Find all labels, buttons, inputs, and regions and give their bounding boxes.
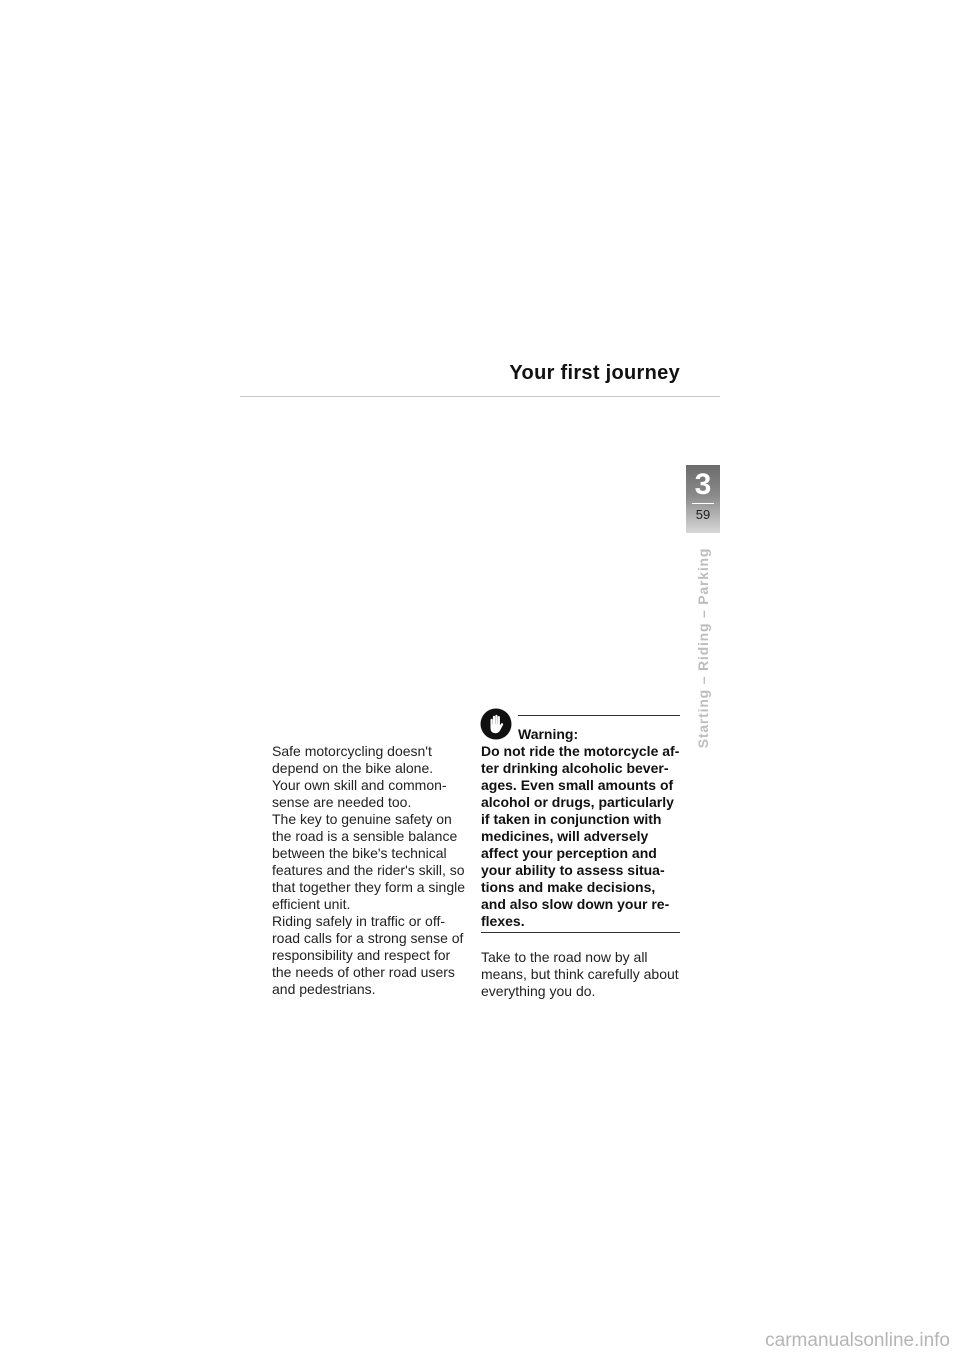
- text-line: road calls for a strong sense of: [272, 930, 464, 946]
- text-line: efficient unit.: [272, 896, 351, 912]
- text-line: the needs of other road users: [272, 964, 455, 980]
- warning-top-rule: [518, 715, 680, 716]
- warning-line: tions and make decisions,: [481, 879, 656, 895]
- text-line: everything you do.: [481, 983, 596, 999]
- section-side-label: Starting – Riding – Parking: [695, 547, 711, 749]
- warning-text: [481, 743, 686, 930]
- watermark: carmanualsonline.info: [765, 1330, 950, 1351]
- warning-line: affect your perception and: [481, 845, 657, 861]
- warning-line: your ability to assess situa-: [481, 862, 665, 878]
- warning-line: and also slow down your re-: [481, 896, 670, 912]
- warning-line: alcohol or drugs, particularly: [481, 794, 674, 810]
- text-line: features and the rider's skill, so: [272, 862, 465, 878]
- text-line: sense are needed too.: [272, 794, 412, 810]
- title-divider: [240, 396, 720, 397]
- chapter-tab: [686, 465, 720, 533]
- warning-line: Do not ride the motorcycle af-: [481, 743, 680, 759]
- hand-stop-icon: [480, 708, 512, 740]
- page-number: 59: [695, 507, 711, 522]
- warning-bottom-rule: [481, 932, 680, 933]
- text-line: and pedestrians.: [272, 981, 376, 997]
- text-line: that together they form a single: [272, 879, 465, 895]
- warning-label: Warning:: [518, 726, 579, 742]
- text-line: Your own skill and common-: [272, 777, 447, 793]
- text-line: Riding safely in traffic or off-: [272, 913, 446, 929]
- text-line: between the bike's technical: [272, 845, 447, 861]
- page-title: Your first journey: [509, 362, 680, 384]
- text-line: means, but think carefully about: [481, 966, 679, 982]
- text-line: Safe motorcycling doesn't: [272, 743, 432, 759]
- text-line: depend on the bike alone.: [272, 760, 434, 776]
- text-line: responsibility and respect for: [272, 947, 451, 963]
- chapter-divider: [692, 503, 714, 504]
- warning-line: ter drinking alcoholic bever-: [481, 760, 669, 776]
- text-line: The key to genuine safety on: [272, 811, 452, 827]
- warning-line: flexes.: [481, 913, 525, 929]
- warning-line: ages. Even small amounts of: [481, 777, 674, 793]
- text-line: the road is a sensible balance: [272, 828, 458, 844]
- intro-text: [272, 743, 472, 998]
- warning-line: medicines, will adversely: [481, 828, 649, 844]
- closing-text: [481, 949, 686, 1000]
- text-line: Take to the road now by all: [481, 949, 648, 965]
- warning-line: if taken in conjunction with: [481, 811, 662, 827]
- chapter-number: 3: [694, 468, 712, 501]
